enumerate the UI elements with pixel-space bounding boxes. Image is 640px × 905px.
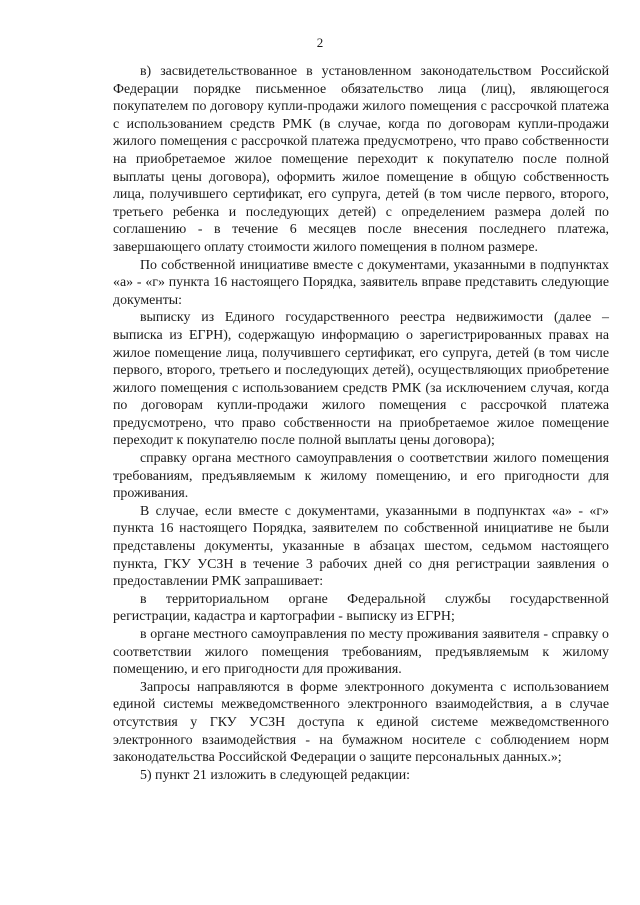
paragraph-interagency-request: В случае, если вместе с документами, указанными в подпунктах «а» - «г» пункта 16 настоящего Порядка, заявителем по собственной инициативе не были представлены документы, указанные в абзацах шестом, седьмом настоящего пункта, ГКУ УСЗН в течение 3 рабочих дней со дня регистрации заявления о предоставлении РМК запрашивает: xyxy=(113,503,609,590)
paragraph-local-authority-request: в органе местного самоуправления по месту проживания заявителя - справку о соответствии жилого помещения требованиям, предъявляемым к жилому помещению, и его пригодности для проживания. xyxy=(113,627,609,678)
paragraph-item-v: в) засвидетельствованное в установленном законодательством Российской Федерации порядке письменное обязательство лица (лиц), являющегося покупателем по договору купли-продажи жилого помещения с рассрочкой платежа с использованием средств РМК (в случае, когда по договорам купли-продажи жилого помещения с рассрочкой платежа предусмотрено, что право собственности на приобретаемое жилое помещение переходит к покупателю после полной выплаты цены договора), оформить жилое помещение в общую собственность лица, получившего сертификат, его супруга, детей (в том числе первого, второго, третьего ребенка и последующих детей) с определением размера долей по соглашению - в течение 6 месяцев после внесения последнего платежа, завершающего оплату стоимости жилого помещения в полном размере. xyxy=(113,64,609,255)
page-number: 2 xyxy=(316,35,324,50)
paragraph-rosreestr-request: в территориальном органе Федеральной службы государственной регистрации, кадастра и картографии - выписку из ЕГРН; xyxy=(113,591,609,625)
paragraph-own-initiative: По собственной инициативе вместе с документами, указанными в подпунктах «а» - «г» пункта 16 настоящего Порядка, заявитель вправе представить следующие документы: xyxy=(113,257,609,308)
paragraph-self-government-certificate: справку органа местного самоуправления о соответствии жилого помещения требованиям, предъявляемым к жилому помещению, и его пригодности для проживания. xyxy=(113,451,609,502)
paragraph-item-5: 5) пункт 21 изложить в следующей редакции: xyxy=(140,767,411,783)
document-body xyxy=(113,63,609,784)
paragraph-egrn-extract: выписку из Единого государственного реестра недвижимости (далее – выписка из ЕГРН), содержащую информацию о зарегистрированных правах на жилое помещение лица, получившего сертификат, его супруга, детей (в том числе первого, второго, третьего и последующих детей), осуществляющих приобретение жилого помещения с использованием средств РМК (за исключением случая, когда по договорам купли-продажи жилого помещения с рассрочкой платежа предусмотрено, что право собственности на приобретаемое жилое помещение переходит к покупателю после полной выплаты цены договора); xyxy=(113,310,609,449)
paragraph-requests-delivery: Запросы направляются в форме электронного документа с использованием единой системы межведомственного электронного взаимодействия, а в случае отсутствия у ГКУ УСЗН доступа к единой системе межведомственного электронного взаимодействия - на бумажном носителе с соблюдением норм законодательства Российской Федерации о защите персональных данных.»; xyxy=(113,679,609,766)
